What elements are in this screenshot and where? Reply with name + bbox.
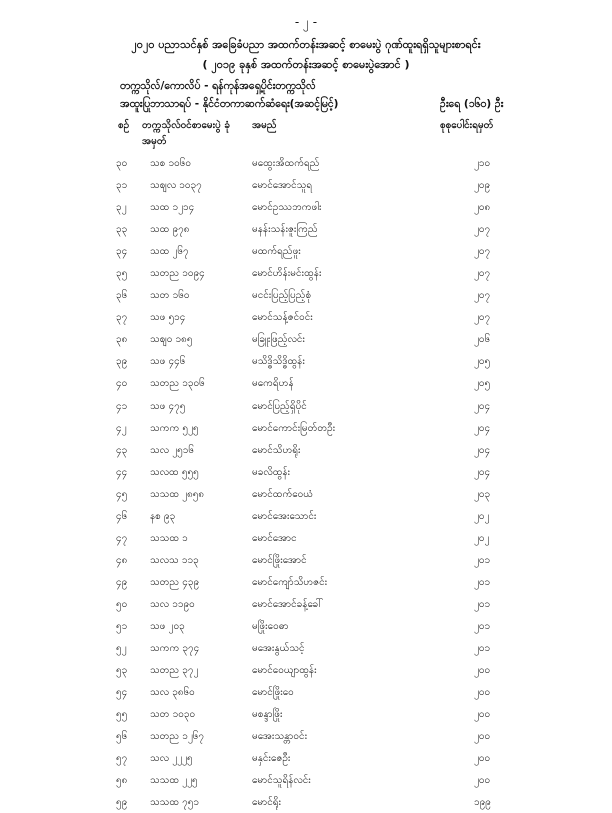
student-name: မငင်းပြည့်ပြည့်စုံ bbox=[252, 290, 312, 302]
roll-number: သထ ၁၂၁၄ bbox=[150, 202, 195, 214]
total-score: ၂၀၇ bbox=[474, 246, 491, 258]
column-header-name: အမည် bbox=[252, 120, 277, 131]
table-row bbox=[0, 571, 612, 593]
roll-number: သသထ ၂၈၅၈ bbox=[150, 488, 205, 500]
row-number: ၄၂ bbox=[116, 422, 127, 434]
roll-number: သလ ၂၅၁၆ bbox=[150, 444, 195, 456]
table-row bbox=[0, 505, 612, 527]
row-number: ၅၅ bbox=[116, 709, 128, 721]
table-row bbox=[0, 549, 612, 571]
roll-number: သလ ၃၈၆၀ bbox=[150, 687, 195, 699]
major-line: အထူးပြုဘာသာရပ် - နိုင်ငံတကာဆက်ဆံရေး(အဆင့်မြင့်) bbox=[120, 98, 339, 110]
total-score: ၂၀၅ bbox=[474, 378, 491, 390]
table-row bbox=[0, 218, 612, 240]
student-name: မောင်ထက်ဝေယံ bbox=[252, 488, 314, 500]
total-score: ၂၀၄ bbox=[474, 466, 491, 478]
row-number: ၄၁ bbox=[116, 400, 128, 412]
total-score: ၂၀၁ bbox=[474, 554, 491, 566]
total-score: ၂၀၀ bbox=[474, 731, 491, 743]
total-score: ၁၉၉ bbox=[474, 797, 491, 809]
student-name: မဖြိုးဝေဓာ bbox=[252, 620, 289, 632]
total-score: ၂၀၇ bbox=[474, 268, 491, 280]
student-name: မနှင်းဇေဦး bbox=[252, 753, 291, 765]
total-count: ဦးရေ (၁၆၀) ဦး bbox=[440, 98, 504, 110]
table-row bbox=[0, 461, 612, 483]
row-number: ၅၁ bbox=[116, 620, 128, 632]
row-number: ၄၆ bbox=[116, 510, 128, 522]
student-name: မောင်ဝေယျာထွန်း bbox=[252, 665, 317, 677]
roll-number: သတည ၄၃၉ bbox=[150, 576, 200, 588]
roll-number: သဈလ ၁၀၃၇ bbox=[150, 180, 202, 192]
table-row bbox=[0, 152, 612, 174]
row-number: ၅၇ bbox=[116, 753, 128, 765]
roll-number: သထ ၂၆၇ bbox=[150, 246, 189, 258]
total-score: ၂၀၁ bbox=[474, 576, 491, 588]
roll-number: နစ ၉၃ bbox=[150, 510, 176, 522]
total-score: ၂၀၇ bbox=[474, 290, 491, 302]
row-number: ၅၄ bbox=[116, 687, 128, 699]
column-header-roll: တက္ကသိုလ်ဝင်စာမေးပွဲ ခုံအမှတ် bbox=[142, 120, 230, 147]
row-number: ၅၉ bbox=[116, 797, 128, 809]
roll-number: သတည ၁၀၉၄ bbox=[150, 268, 205, 280]
row-number: ၃၅ bbox=[116, 268, 128, 280]
roll-number: သဖ ၄၇၅ bbox=[150, 400, 186, 412]
student-name: မအေးသန္တာဝင်း bbox=[252, 731, 308, 743]
student-name: မထွေးအိထက်ရည် bbox=[252, 158, 320, 169]
row-number: ၅၆ bbox=[116, 731, 128, 743]
table-row bbox=[0, 681, 612, 703]
table-row bbox=[0, 747, 612, 769]
row-number: ၃၄ bbox=[116, 246, 128, 258]
total-score: ၂၀၀ bbox=[474, 753, 491, 765]
roll-number: သဖ ၂၀၃ bbox=[150, 620, 185, 632]
student-name: မောင်ဖြိုးဝေ bbox=[252, 687, 294, 699]
row-number: ၃၃ bbox=[116, 224, 128, 236]
table-row bbox=[0, 659, 612, 681]
row-number: ၃၇ bbox=[116, 312, 128, 324]
total-score: ၂၀၇ bbox=[474, 224, 491, 236]
total-score: ၂၀၉ bbox=[474, 180, 491, 192]
row-number: ၃၈ bbox=[116, 334, 128, 346]
roll-number: သဈ၀ ၁၈၅ bbox=[150, 334, 193, 346]
total-score: ၂၀၅ bbox=[474, 356, 491, 368]
student-name: မောင်ကျော်သိဟဇင်း bbox=[252, 576, 328, 588]
page-number: - ၂ - bbox=[294, 15, 318, 29]
student-name: မောင်ဖြိုးအောင် bbox=[252, 554, 307, 566]
row-number: ၄၀ bbox=[116, 378, 128, 390]
total-score: ၂၁၀ bbox=[474, 158, 491, 169]
roll-number: သထ ၉၇၈ bbox=[150, 224, 190, 236]
table-row bbox=[0, 306, 612, 328]
student-name: မောင်ဟိန်းမင်းထွန်း bbox=[252, 268, 322, 280]
student-name: မောင်ပြည့်ရှိပိုင် bbox=[252, 400, 307, 412]
student-name: မခြူးဖြည့်လင်း bbox=[252, 334, 305, 346]
roll-number: သစ ၁၀၆၀ bbox=[150, 158, 191, 169]
column-header-no: စဉ် bbox=[118, 120, 130, 131]
row-number: ၅၂ bbox=[116, 643, 127, 655]
row-number: ၄၈ bbox=[116, 554, 128, 566]
roll-number: သတ ၁၀၃၀ bbox=[150, 709, 196, 721]
row-number: ၅၈ bbox=[116, 775, 128, 787]
roll-number: သတ ၁၆၀ bbox=[150, 290, 190, 302]
table-row bbox=[0, 372, 612, 394]
student-name: မခလိထွန်း bbox=[252, 466, 291, 478]
row-number: ၅၃ bbox=[116, 665, 128, 677]
roll-number: သကက ၅၂၅ bbox=[150, 422, 199, 434]
student-name: မောင်သန့်ဇင်ဝင်း bbox=[252, 312, 313, 324]
total-score: ၂၀၃ bbox=[474, 488, 491, 500]
table-row bbox=[0, 328, 612, 350]
row-number: ၄၇ bbox=[116, 532, 128, 544]
total-score: ၂၀၀ bbox=[474, 687, 491, 699]
table-row bbox=[0, 350, 612, 372]
table-row bbox=[0, 703, 612, 725]
table-row bbox=[0, 527, 612, 549]
table-row bbox=[0, 791, 612, 813]
row-number: ၃၉ bbox=[116, 356, 128, 368]
student-name: မနန်းသန်းဇူးကြည် bbox=[252, 224, 318, 236]
student-name: မောင်အောင်ခန့်ခေါ် bbox=[252, 598, 323, 610]
roll-number: သသထ ၇၅၁ bbox=[150, 797, 200, 809]
student-name: မအေးနွယ်သင့် bbox=[252, 643, 305, 655]
student-name: မောင်အေးသောင်း bbox=[252, 510, 317, 522]
roll-number: သလ ၁၁၉၀ bbox=[150, 598, 195, 610]
student-name: မောင်သူရိန်လင်း bbox=[252, 775, 311, 787]
total-score: ၂၀၄ bbox=[474, 422, 491, 434]
roll-number: သလထ ၅၅၅ bbox=[150, 466, 199, 478]
total-score: ၂၀၁ bbox=[474, 643, 491, 655]
table-row bbox=[0, 483, 612, 505]
roll-number: သသထ ၂၂၅ bbox=[150, 775, 198, 787]
student-name: မောင်ရိုး bbox=[252, 797, 282, 809]
total-score: ၂၀၄ bbox=[474, 444, 491, 456]
student-name: မောင်အောင bbox=[252, 532, 297, 544]
row-number: ၄၅ bbox=[116, 488, 128, 500]
total-score: ၂၀၁ bbox=[474, 598, 491, 610]
student-name: မောင်သိဟရိုး bbox=[252, 444, 301, 456]
document-subtitle: ( ၂၀၁၉ ခုနှစ် အထက်တန်းအဆင့် စာမေးပွဲအောင် ) bbox=[202, 58, 410, 71]
table-row bbox=[0, 196, 612, 218]
student-name: မစန္ဒာဖြိုး bbox=[252, 709, 283, 721]
row-number: ၃၀ bbox=[116, 158, 128, 169]
row-number: ၄၃ bbox=[116, 444, 128, 456]
row-number: ၃၂ bbox=[116, 202, 127, 214]
roll-number: သလ ၂၂၂၅ bbox=[150, 753, 193, 765]
student-name: မထက်ရည်ဖူး bbox=[252, 246, 301, 258]
total-score: ၂၀၈ bbox=[474, 202, 491, 214]
roll-number: သတည ၃၇၂ bbox=[150, 665, 199, 677]
total-score: ၂၀၀ bbox=[474, 709, 491, 721]
table-row bbox=[0, 284, 612, 306]
document-title: ၂၀၂၀ ပညာသင်နှစ် အခြေခံပညာ အထက်တန်းအဆင့် စာမေးပွဲ ဂုဏ်ထူးရရှိသူများစာရင်း bbox=[131, 38, 481, 51]
row-number: ၄၄ bbox=[116, 466, 128, 478]
roll-number: သဖ ၄၄၆ bbox=[150, 356, 186, 368]
roll-number: သတည ၁၃၀၆ bbox=[150, 378, 205, 390]
table-row bbox=[0, 593, 612, 615]
total-score: ၂၀၄ bbox=[474, 400, 491, 412]
table-row bbox=[0, 725, 612, 747]
results-table bbox=[0, 152, 612, 813]
total-score: ၂၀၆ bbox=[474, 334, 491, 346]
total-score: ၂၀၂ bbox=[474, 510, 490, 522]
total-score: ၂၀၀ bbox=[474, 665, 491, 677]
table-row bbox=[0, 439, 612, 461]
table-row bbox=[0, 637, 612, 659]
column-header-score: စုစုပေါင်းရမှတ် bbox=[440, 120, 494, 131]
student-name: မသိဒ္ဓိသိဒ္ဓိထွန်း bbox=[252, 356, 305, 368]
table-row bbox=[0, 395, 612, 417]
row-number: ၃၁ bbox=[116, 180, 128, 192]
row-number: ၃၆ bbox=[116, 290, 128, 302]
total-score: ၂၀၂ bbox=[474, 532, 490, 544]
table-row bbox=[0, 262, 612, 284]
roll-number: သကက ၃၇၄ bbox=[150, 643, 200, 655]
student-name: မောင်ကောင်းမြတ်တဦး bbox=[252, 422, 336, 434]
table-row bbox=[0, 615, 612, 637]
roll-number: သသထ ၁ bbox=[150, 532, 188, 544]
student-name: မောင်အောင်သူရ bbox=[252, 180, 313, 192]
table-row bbox=[0, 417, 612, 439]
total-score: ၂၀၀ bbox=[474, 775, 491, 787]
university-line: တက္ကသိုလ်/ကောလိပ် - ရန်ကုန်အရှေ့ပိုင်းတက္ကသိုလ် bbox=[120, 80, 316, 92]
table-row bbox=[0, 174, 612, 196]
row-number: ၅၀ bbox=[116, 598, 128, 610]
student-name: မကေရိဟန် bbox=[252, 378, 294, 390]
total-score: ၂၀၁ bbox=[474, 620, 491, 632]
roll-number: သဖ ၅၁၄ bbox=[150, 312, 186, 324]
total-score: ၂၀၇ bbox=[474, 312, 491, 324]
table-row bbox=[0, 769, 612, 791]
table-row bbox=[0, 240, 612, 262]
row-number: ၄၉ bbox=[116, 576, 128, 588]
roll-number: သလသ ၁၁၃ bbox=[150, 554, 199, 566]
student-name: မောင်ဥဿဘကဖါး bbox=[252, 202, 322, 214]
roll-number: သတည ၁၂၆၇ bbox=[150, 731, 205, 743]
